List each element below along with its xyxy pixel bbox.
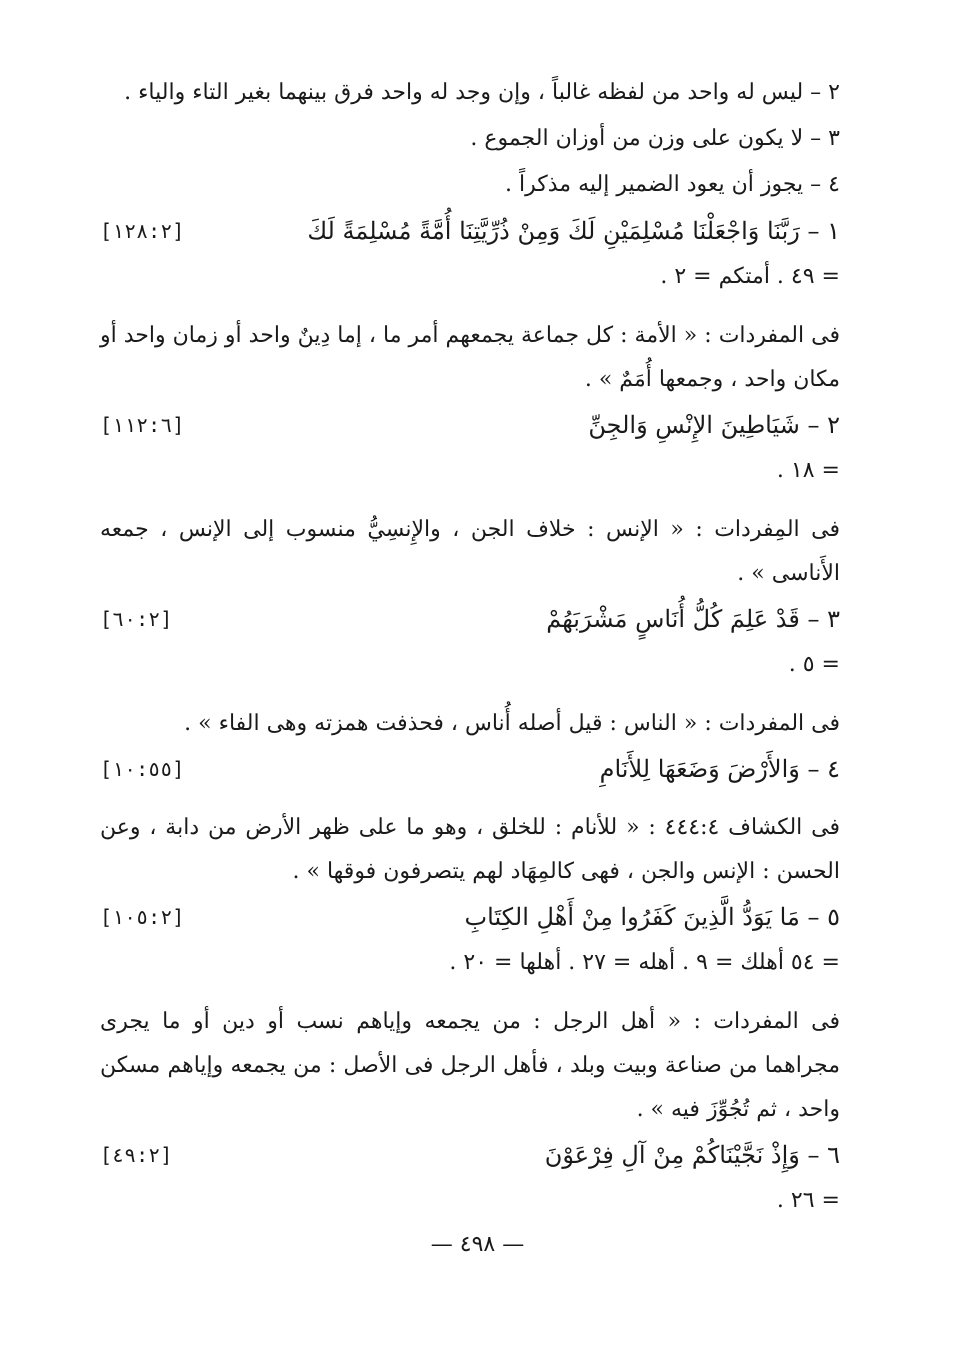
entry-5-count: = ٥٤ أهلك = ٩ . أهله = ٢٧ . أهلها = ٢٠ . bbox=[449, 950, 840, 975]
entry-6-reference: [٤٩:٢] bbox=[100, 1143, 173, 1167]
entry-3-note: فى المفردات : « الناس : قيل أصله أُناس ، فحذفت همزته وهى الفاء » . bbox=[184, 711, 840, 736]
page-body bbox=[100, 70, 840, 1224]
entry-2-note: فى المِفردات : « الإنس : خلاف الجن ، والإِنسِيُّ منسوب إلى الإنس ، جمعه الأَناسى » . bbox=[100, 517, 840, 586]
entry-3-verse-row bbox=[100, 596, 840, 642]
entry-1-verse-row bbox=[100, 208, 840, 254]
entry-2-count: = ١٨ . bbox=[776, 458, 840, 483]
entry-5-verse: ٥ – مَا يَوَدُّ الَّذِينَ كَفَرُوا مِنْ أَهْلِ الكِتَابِ bbox=[464, 903, 840, 931]
entry-4-reference: [١٠:٥٥] bbox=[100, 757, 185, 781]
entry-5-note: فى المفردات : « أهل الرجل : من يجمعه وإياهم نسب أو دين أو ما يجرى مجراهما من صناعة وبيت وبلد ، فأهل الرجل فى الأصل : من يجمعه وإياهم مسكن واحد ، ثم تُجُوِّزَ فيه » . bbox=[100, 1009, 840, 1122]
entry-2-verse: ٢ – شَيَاطِينَ الإِنْسِ وَالجِنِّ bbox=[588, 411, 840, 439]
page-number: — ٤٩٨ — bbox=[430, 1232, 525, 1257]
entry-3-count: = ٥ . bbox=[788, 652, 840, 677]
entry-6-verse: ٦ – وَإِذْ نَجَّيْنَاكُمْ مِنْ آلِ فِرْعَوْنَ bbox=[544, 1141, 840, 1169]
entry-5-reference: [١٠٥:٢] bbox=[100, 905, 185, 929]
entry-6-count: = ٢٦ . bbox=[776, 1188, 840, 1213]
entry-4-verse: ٤ – وَالأَرْضَ وَضَعَهَا لِلأَنَامِ bbox=[599, 755, 840, 783]
intro-line-3: ٣ – لا يكون على وزن من أوزان الجموع . bbox=[470, 126, 840, 151]
entry-3-reference: [٦٠:٢] bbox=[100, 607, 173, 631]
entry-1-verse: ١ – رَبَّنَا وَاجْعَلْنَا مُسْلِمَيْنِ لَكَ وَمِنْ ذُرِّيَّتِنَا أُمَّةً مُسْلِمَةً لَكَ bbox=[307, 217, 840, 245]
entry-2-verse-row bbox=[100, 402, 840, 448]
entry-6-verse-row bbox=[100, 1132, 840, 1178]
entry-3-verse: ٣ – قَدْ عَلِمَ كُلُّ أُنَاسٍ مَشْرَبَهُمْ bbox=[546, 605, 840, 633]
entry-2-reference: [١١٢:٦] bbox=[100, 413, 185, 437]
entry-1-reference: [١٢٨:٢] bbox=[100, 219, 185, 243]
intro-line-2: ٢ – ليس له واحد من لفظه غالباً ، وإن وجد له واحد فرق بينهما بغير التاء والياء . bbox=[124, 80, 840, 105]
entry-4-note: فى الكشاف ٤٤٤:٤ : « للأنام : للخلق ، وهو ما على ظهر الأرض من دابة ، وعن الحسن : الإنس والجن ، فهى كالمِهَاد لهم يتصرفون فوقها » . bbox=[100, 815, 840, 884]
entry-1-count: = ٤٩ . أمتكم = ٢ . bbox=[660, 264, 840, 289]
entry-4-verse-row bbox=[100, 746, 840, 792]
entry-1-note: فى المفردات : « الأمة : كل جماعة يجمعهم أمر ما ، إما دِينٌ واحد أو زمان واحد أو مكان واحد ، وجمعها أُمَمٌ » . bbox=[100, 323, 840, 392]
intro-line-4: ٤ – يجوز أن يعود الضمير إليه مذكراً . bbox=[505, 172, 840, 197]
entry-5-verse-row bbox=[100, 894, 840, 940]
